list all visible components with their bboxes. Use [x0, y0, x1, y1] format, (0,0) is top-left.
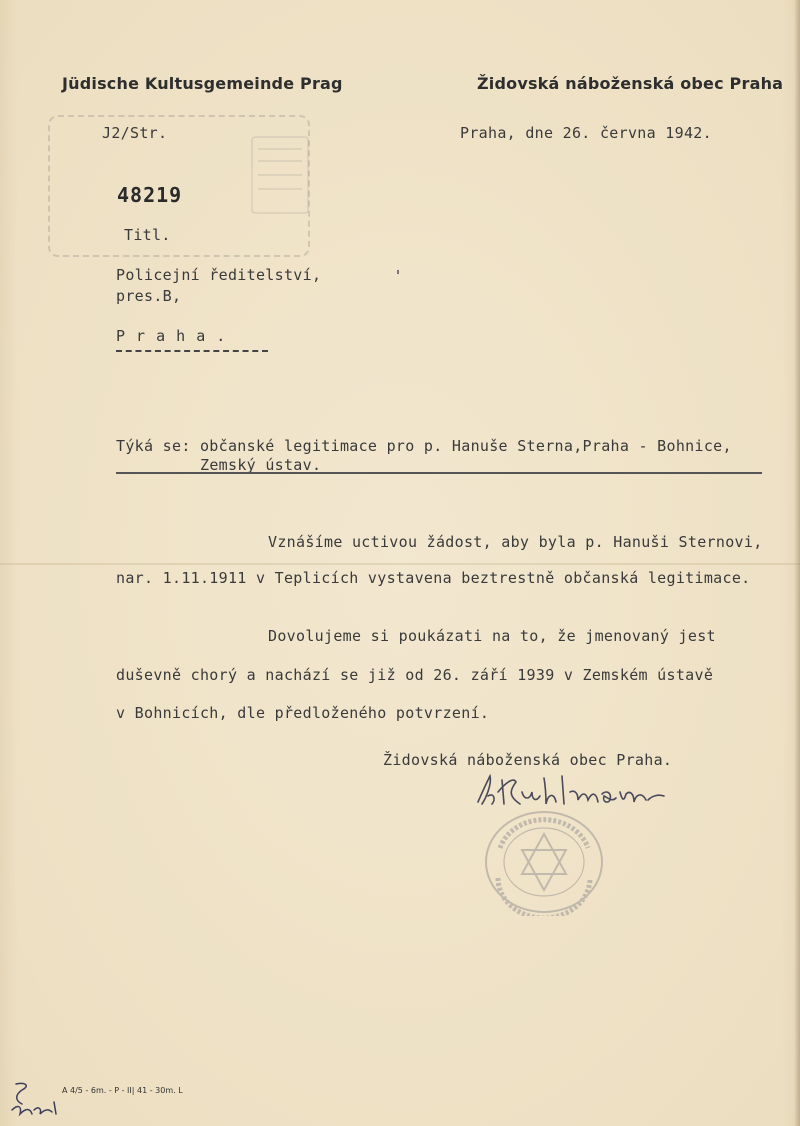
body-p2-line-1: Dovolujeme si poukázati na to, že jmenovaný jest [268, 627, 716, 645]
recipient-line-2: pres.B, [116, 287, 182, 305]
letterhead-german: Jüdische Kultusgemeinde Prag [62, 74, 343, 93]
salutation: Titl. [124, 226, 171, 244]
letterhead-czech: Židovská náboženská obec Praha [477, 74, 784, 93]
recipient-city: P r a h a . [116, 327, 227, 345]
ink-dot [397, 270, 399, 274]
closing-signatory: Židovská náboženská obec Praha. [383, 751, 673, 769]
place-date: Praha, dne 26. června 1942. [460, 124, 712, 142]
handwritten-initials [8, 1080, 68, 1120]
subject-rule [116, 472, 762, 474]
subject-line-2: Zemský ústav. [200, 456, 322, 474]
recipient-line-1: Policejní ředitelství, [116, 266, 322, 284]
print-form-code: A 4/5 - 6m. - P - II| 41 - 30m. L [62, 1086, 183, 1095]
body-p1-line-2: nar. 1.11.1911 v Teplicích vystavena beztrestně občanská legitimace. [116, 569, 751, 587]
received-stamp-ghost [250, 135, 310, 215]
paper-fold [0, 563, 800, 565]
city-underline [116, 350, 268, 352]
body-p1-line-1: Vznášíme uctivou žádost, aby byla p. Hanuši Sternovi, [268, 533, 763, 551]
handwritten-signature [474, 770, 674, 810]
reference-code: J2/Str. [102, 124, 168, 142]
body-p2-line-2: duševně chorý a nachází se již od 26. září 1939 v Zemském ústavě [116, 666, 714, 684]
file-number: 48219 [117, 183, 183, 207]
subject-line-1: Týká se: občanské legitimace pro p. Hanuše Sterna,Praha - Bohnice, [116, 437, 732, 455]
body-p2-line-3: v Bohnicích, dle předloženého potvrzení. [116, 704, 490, 722]
paper-edge-shadow [794, 0, 800, 1126]
official-seal [482, 808, 606, 916]
